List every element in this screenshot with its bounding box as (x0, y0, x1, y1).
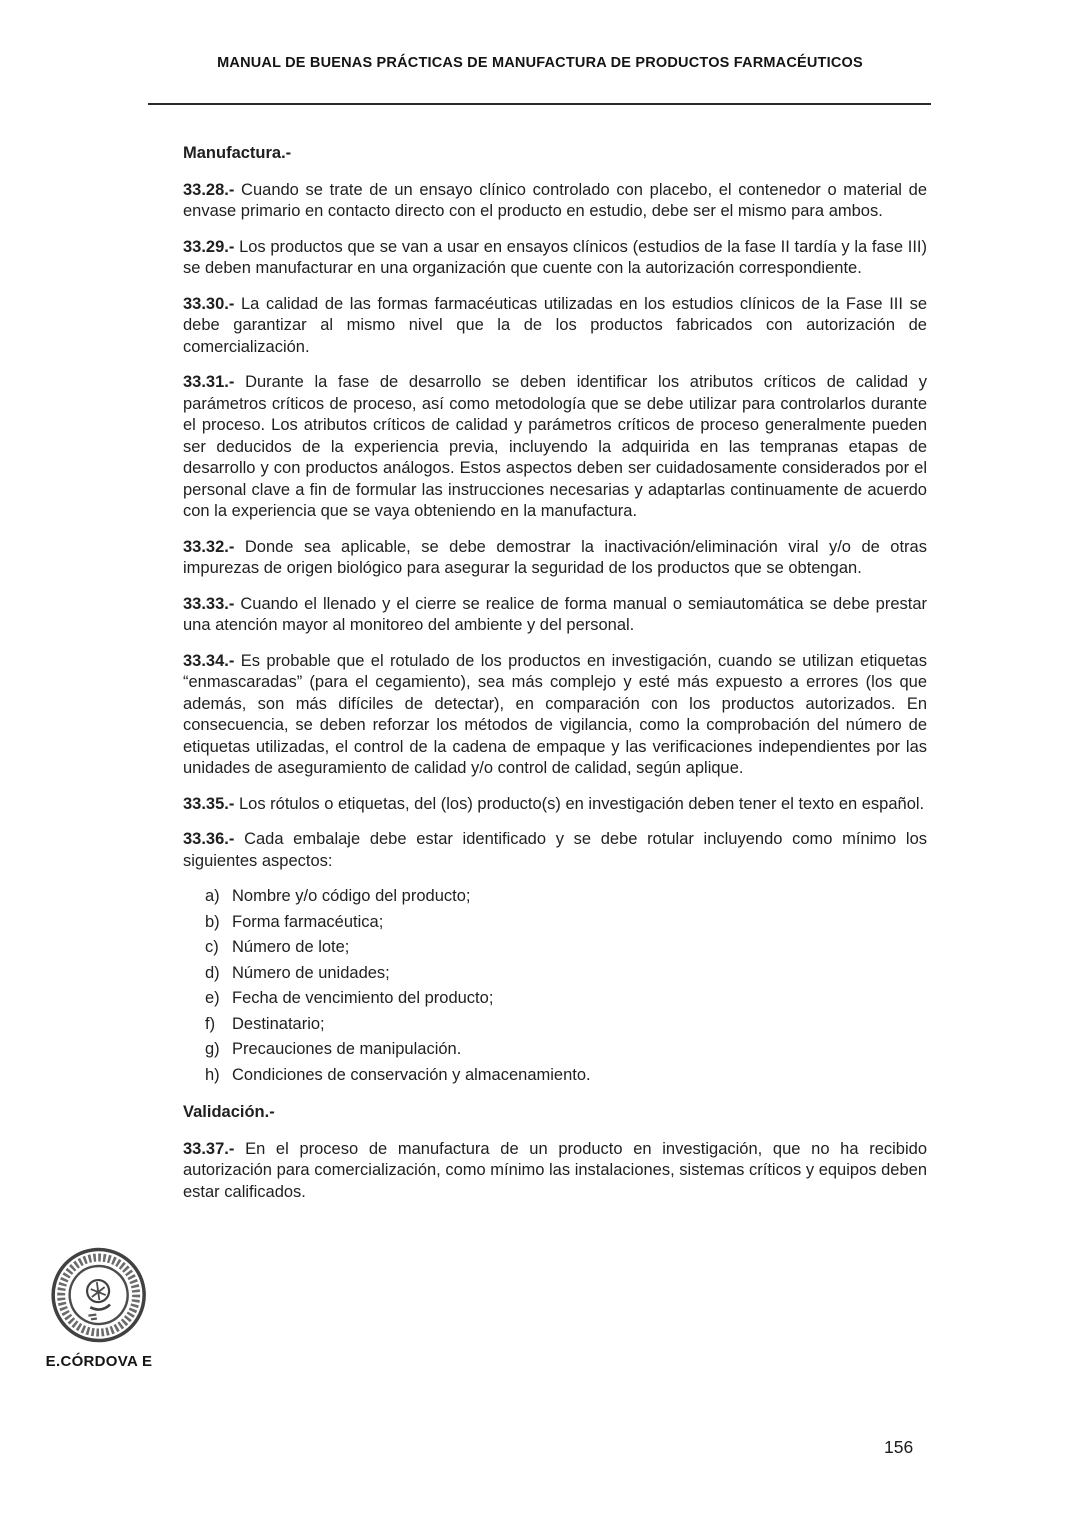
paragraph-33-37 (183, 1139, 927, 1204)
list-item (205, 912, 927, 934)
list-text: Número de lote; (232, 938, 350, 956)
paragraph-33-31 (183, 372, 927, 523)
section-heading-manufactura: Manufactura.- (183, 144, 292, 162)
clause-number: 33.37.- (183, 1139, 235, 1158)
clause-text: Cuando se trate de un ensayo clínico controlado con placebo, el contenedor o material de envase primario en contacto directo con el producto en estudio, debe ser el mismo para ambos. (183, 180, 927, 220)
list-item (205, 1065, 927, 1087)
clause-text: Donde sea aplicable, se debe demostrar la inactivación/eliminación viral y/o de otras impurezas de origen biológico para asegurar la seguridad de los productos que se obtengan. (183, 537, 927, 577)
list-item (205, 963, 927, 985)
paragraph-33-34 (183, 651, 927, 780)
list-text: Fecha de vencimiento del producto; (232, 989, 494, 1007)
list-text: Número de unidades; (232, 963, 390, 982)
list-item (205, 937, 927, 959)
clause-number: 33.33.- (183, 594, 235, 613)
document-body (183, 143, 927, 1217)
list-marker: a) (205, 887, 220, 905)
clause-number: 33.28.- (183, 180, 235, 199)
list-marker: d) (205, 963, 220, 982)
clause-number: 33.32.- (183, 537, 235, 556)
paragraph-33-32 (183, 537, 927, 580)
section-heading-validacion: Validación.- (183, 1103, 275, 1121)
list-item (205, 988, 927, 1010)
page-header-title: MANUAL DE BUENAS PRÁCTICAS DE MANUFACTURA DE PRODUCTOS FARMACÉUTICOS (217, 55, 863, 71)
paragraph-33-35 (183, 794, 927, 816)
list-item (205, 1039, 927, 1061)
list-marker: h) (205, 1065, 220, 1084)
list-text: Precauciones de manipulación. (232, 1040, 462, 1058)
list-text: Condiciones de conservación y almacenamiento. (232, 1065, 591, 1084)
clause-number: 33.34.- (183, 651, 235, 670)
clause-text: Los productos que se van a usar en ensayos clínicos (estudios de la fase II tardía y la fase III) se deben manufacturar en una organización que cuente con la autorización correspondiente. (183, 237, 927, 277)
list-text: Destinatario; (232, 1014, 325, 1033)
list-marker: e) (205, 989, 220, 1007)
clause-text: La calidad de las formas farmacéuticas utilizadas en los estudios clínicos de la Fase III se debe garantizar al mismo nivel que la de los productos fabricados con autorización de comercialización. (183, 294, 927, 356)
page-number: 156 (884, 1437, 914, 1457)
paragraph-33-33 (183, 594, 927, 637)
list-marker: f) (205, 1014, 216, 1033)
paragraph-33-36 (183, 829, 927, 872)
clause-text: Es probable que el rotulado de los productos en investigación, cuando se utilizan etiquetas “enmascaradas” (para el cegamiento), sea más complejo y esté más expuesto a errores (los que además, son más difíciles de detectar), en comparación con los productos autorizados. En consecuencia, se deben reforzar los métodos de vigilancia, como la comprobación del número de etiquetas utilizadas, el control de la cadena de empaque y las verificaciones independientes por las unidades de aseguramiento de calidad y/o control de calidad, según aplique. (183, 651, 927, 777)
clause-number: 33.31.- (183, 373, 235, 391)
list-marker: b) (205, 912, 220, 931)
clause-text: Durante la fase de desarrollo se deben identificar los atributos críticos de calidad y parámetros críticos de proceso, así como metodología que se debe utilizar para controlarlos durante el proceso. Los atributos críticos de calidad y parámetros críticos de proceso generalmente pueden ser deducidos de la experiencia previa, incluyendo la adquirida en las tempranas etapas de desarrollo y con productos análogos. Estos aspectos deben ser cuidadosamente considerados por el personal clave a fin de formular las instrucciones necesarias y adaptarlas continuamente de acuerdo con la experiencia que se vaya obteniendo en la manufactura. (183, 373, 927, 520)
clause-text: Cuando el llenado y el cierre se realice de forma manual o semiautomática se debe prestar una atención mayor al monitoreo del ambiente y del personal. (183, 594, 928, 634)
header-rule (148, 103, 931, 105)
list-item (205, 1014, 927, 1036)
list-marker: c) (205, 938, 219, 956)
official-seal-icon (41, 1237, 157, 1357)
clause-number: 33.35.- (183, 794, 235, 813)
list-item (205, 886, 927, 908)
paragraph-33-29 (183, 237, 927, 280)
list-text: Nombre y/o código del producto; (232, 887, 471, 905)
clause-number: 33.36.- (183, 830, 235, 848)
paragraph-33-28 (183, 180, 927, 223)
list-marker: g) (205, 1040, 220, 1058)
list-text: Forma farmacéutica; (232, 912, 384, 931)
clause-number: 33.29.- (183, 237, 235, 256)
labeling-aspects-list (205, 886, 927, 1086)
official-stamp-block (44, 1244, 154, 1370)
stamp-signature: E.CÓRDOVA E (45, 1353, 153, 1370)
paragraph-33-30 (183, 294, 927, 359)
clause-text: En el proceso de manufactura de un producto en investigación, que no ha recibido autorización para comercialización, como mínimo las instalaciones, sistemas críticos y equipos deben estar calificados. (183, 1139, 927, 1201)
clause-text: Los rótulos o etiquetas, del (los) producto(s) en investigación deben tener el texto en español. (238, 794, 925, 813)
clause-text: Cada embalaje debe estar identificado y se debe rotular incluyendo como mínimo los siguientes aspectos: (183, 830, 927, 870)
clause-number: 33.30.- (183, 294, 235, 313)
